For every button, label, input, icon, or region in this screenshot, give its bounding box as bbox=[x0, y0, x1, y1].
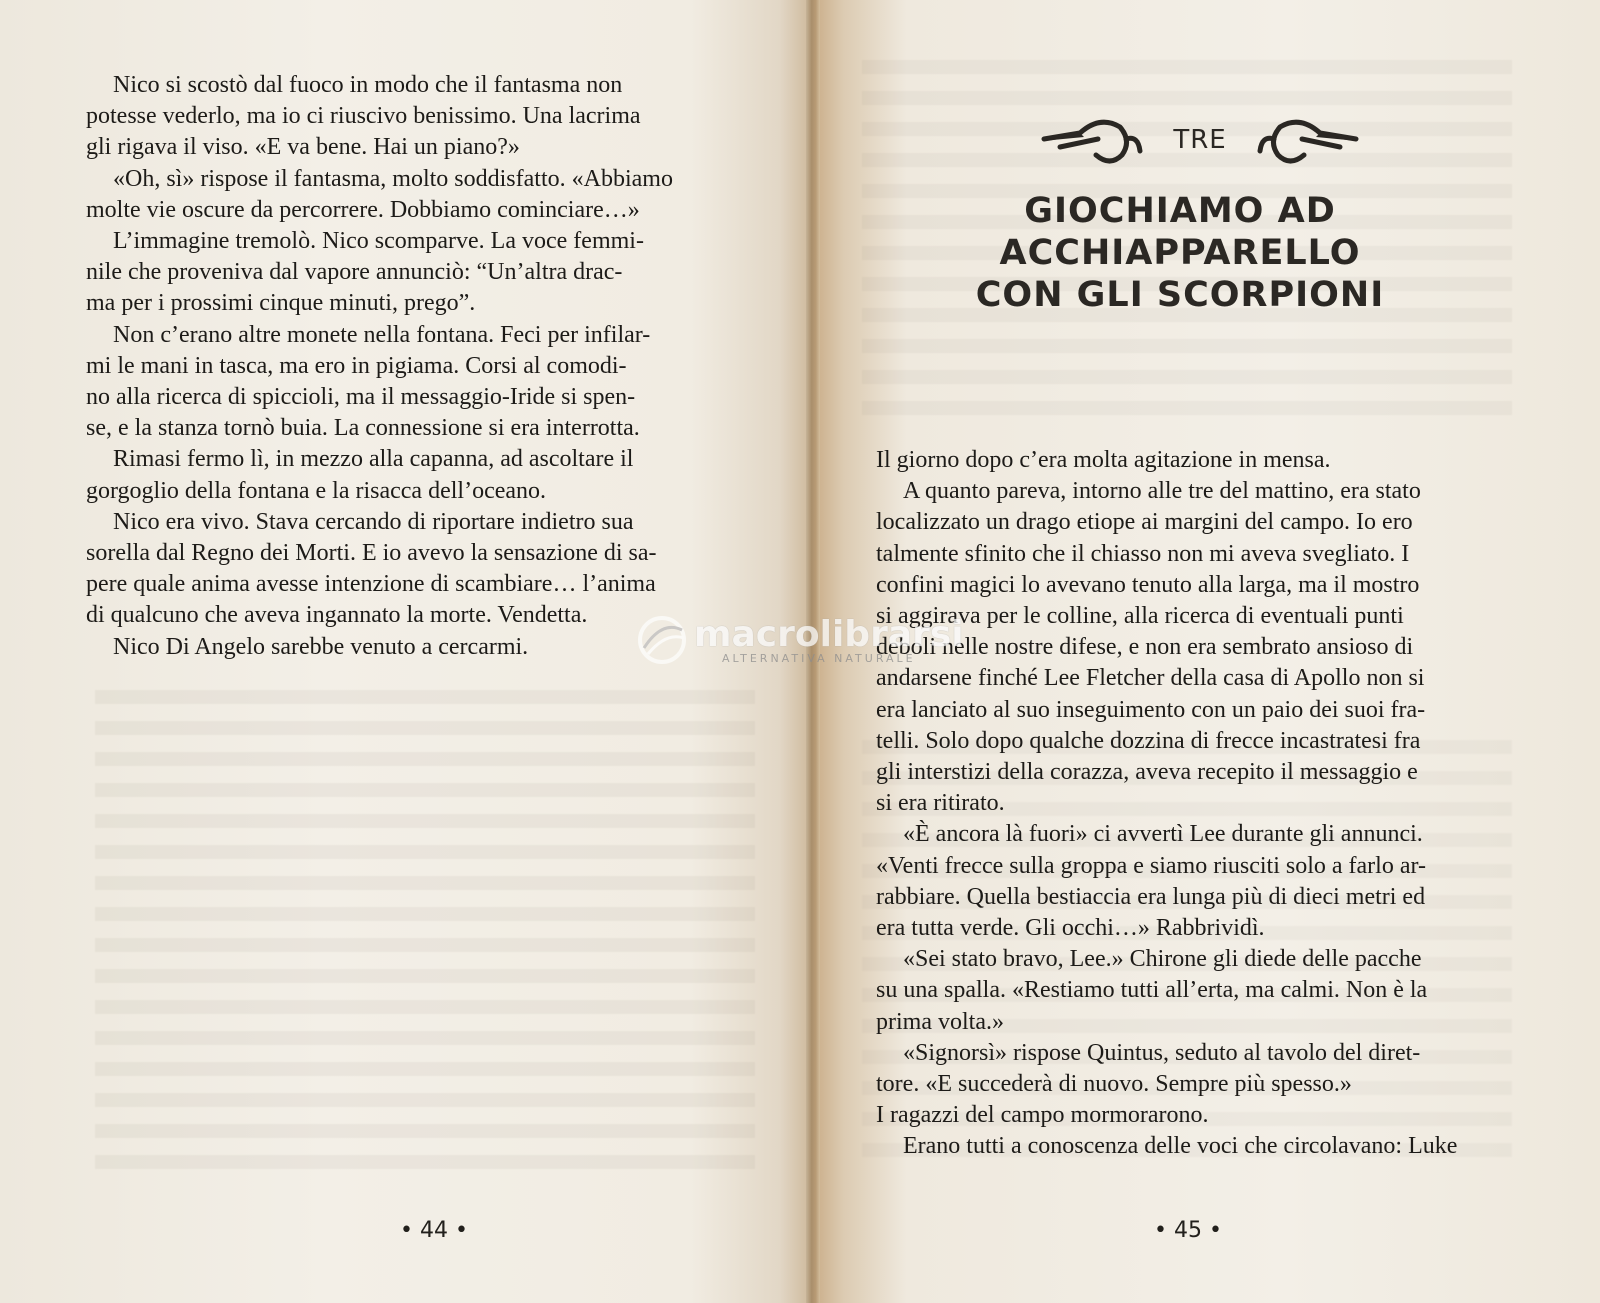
text-line: era lanciato al suo inseguimento con un paio dei suoi fra- bbox=[876, 696, 1426, 723]
text-line: Rimasi fermo lì, in mezzo alla capanna, ad ascoltare il bbox=[113, 446, 634, 473]
chapter-title-line: CON GLI SCORPIONI bbox=[975, 275, 1385, 315]
text-line: tore. «E succederà di nuovo. Sempre più spesso.» bbox=[876, 1071, 1352, 1098]
text-line: su una spalla. «Restiamo tutti all’erta, ma calmi. Non è la bbox=[876, 977, 1428, 1004]
chapter-number: TRE bbox=[1173, 125, 1227, 155]
text-line: no alla ricerca di spiccioli, ma il messaggio-Iride si spen- bbox=[86, 384, 636, 411]
text-line: gli interstizi della corazza, aveva recepito il messaggio e bbox=[876, 759, 1418, 786]
text-line: Nico si scostò dal fuoco in modo che il fantasma non bbox=[113, 72, 623, 98]
text-line: era tutta verde. Gli occhi…» Rabbrividì. bbox=[876, 915, 1265, 942]
text-line: Erano tutti a conoscenza delle voci che circolavano: Luke bbox=[903, 1133, 1458, 1160]
page-number-left: • 44 • bbox=[400, 1218, 468, 1243]
watermark bbox=[632, 612, 964, 668]
text-line: ma per i prossimi cinque minuti, prego”. bbox=[86, 290, 476, 317]
text-line: pere quale anima avesse intenzione di scambiare… l’anima bbox=[86, 571, 656, 598]
text-line: Non c’erano altre monete nella fontana. Feci per infilar- bbox=[113, 321, 651, 348]
chapter-title-line: GIOCHIAMO AD bbox=[1024, 191, 1336, 231]
watermark-tagline: ALTERNATIVA NATURALE bbox=[722, 652, 916, 665]
text-line: si era ritirato. bbox=[876, 790, 1005, 817]
text-line: L’immagine tremolò. Nico scomparve. La voce femmi- bbox=[113, 228, 644, 255]
chapter-ornament bbox=[1040, 105, 1360, 189]
watermark-logo-icon bbox=[632, 614, 692, 666]
text-line: si aggirava per le colline, alla ricerca di eventuali punti bbox=[876, 603, 1404, 630]
text-line: I ragazzi del campo mormorarono. bbox=[876, 1102, 1209, 1129]
text-line: rabbiare. Quella bestiaccia era lunga più di dieci metri ed bbox=[876, 883, 1426, 910]
text-line: nile che proveniva dal vapore annunciò: “Un’altra drac- bbox=[86, 259, 623, 286]
text-line: «È ancora là fuori» ci avvertì Lee durante gli annunci. bbox=[903, 821, 1423, 848]
text-line: mi le mani in tasca, ma ero in pigiama. Corsi al comodi- bbox=[86, 352, 627, 379]
right-page-body bbox=[876, 445, 1546, 1163]
text-line: confini magici lo avevano tenuto alla larga, ma il mostro bbox=[876, 571, 1420, 598]
text-line: gorgoglio della fontana e la risacca dell’oceano. bbox=[86, 477, 547, 504]
text-line: A quanto pareva, intorno alle tre del mattino, era stato bbox=[903, 478, 1421, 505]
chapter-title-line: ACCHIAPPARELLO bbox=[999, 233, 1361, 273]
text-line: «Oh, sì» rispose il fantasma, molto soddisfatto. «Abbiamo bbox=[113, 165, 673, 192]
text-line: andarsene finché Lee Fletcher della casa di Apollo non si bbox=[876, 665, 1425, 692]
text-line: «Sei stato bravo, Lee.» Chirone gli diede delle pacche bbox=[903, 946, 1422, 973]
show-through bbox=[95, 690, 755, 1170]
text-line: molte vie oscure da percorrere. Dobbiamo cominciare…» bbox=[86, 196, 640, 223]
text-line: «Signorsì» rispose Quintus, seduto al tavolo del diret- bbox=[903, 1039, 1421, 1066]
text-line: «Venti frecce sulla groppa e siamo riusciti solo a farlo ar- bbox=[876, 852, 1426, 879]
text-line: potesse vederlo, ma io ci riuscivo benissimo. Una lacrima bbox=[86, 103, 641, 130]
text-line: talmente sfinito che il chiasso non mi aveva svegliato. I bbox=[876, 540, 1410, 567]
text-line: Nico Di Angelo sarebbe venuto a cercarmi. bbox=[113, 633, 529, 660]
text-line: telli. Solo dopo qualche dozzina di frecce incastratesi fra bbox=[876, 727, 1421, 754]
page-number-right: • 45 • bbox=[1154, 1218, 1222, 1243]
text-line: Il giorno dopo c’era molta agitazione in mensa. bbox=[876, 447, 1331, 473]
text-line: sorella dal Regno dei Morti. E io avevo la sensazione di sa- bbox=[86, 540, 657, 567]
left-page-body bbox=[86, 70, 766, 663]
chapter-title bbox=[900, 190, 1460, 316]
text-line: se, e la stanza tornò buia. La connessione si era interrotta. bbox=[86, 415, 640, 442]
watermark-name: macrolibrarsi bbox=[694, 614, 964, 655]
text-line: localizzato un drago etiope ai margini del campo. Io ero bbox=[876, 509, 1413, 536]
text-line: prima volta.» bbox=[876, 1008, 1004, 1035]
text-line: di qualcuno che aveva ingannato la morte. Vendetta. bbox=[86, 602, 588, 629]
text-line: deboli nelle nostre difese, e non era sembrato ansioso di bbox=[876, 634, 1414, 661]
text-line: gli rigava il viso. «E va bene. Hai un piano?» bbox=[86, 134, 520, 161]
text-line: Nico era vivo. Stava cercando di riportare indietro sua bbox=[113, 508, 634, 535]
